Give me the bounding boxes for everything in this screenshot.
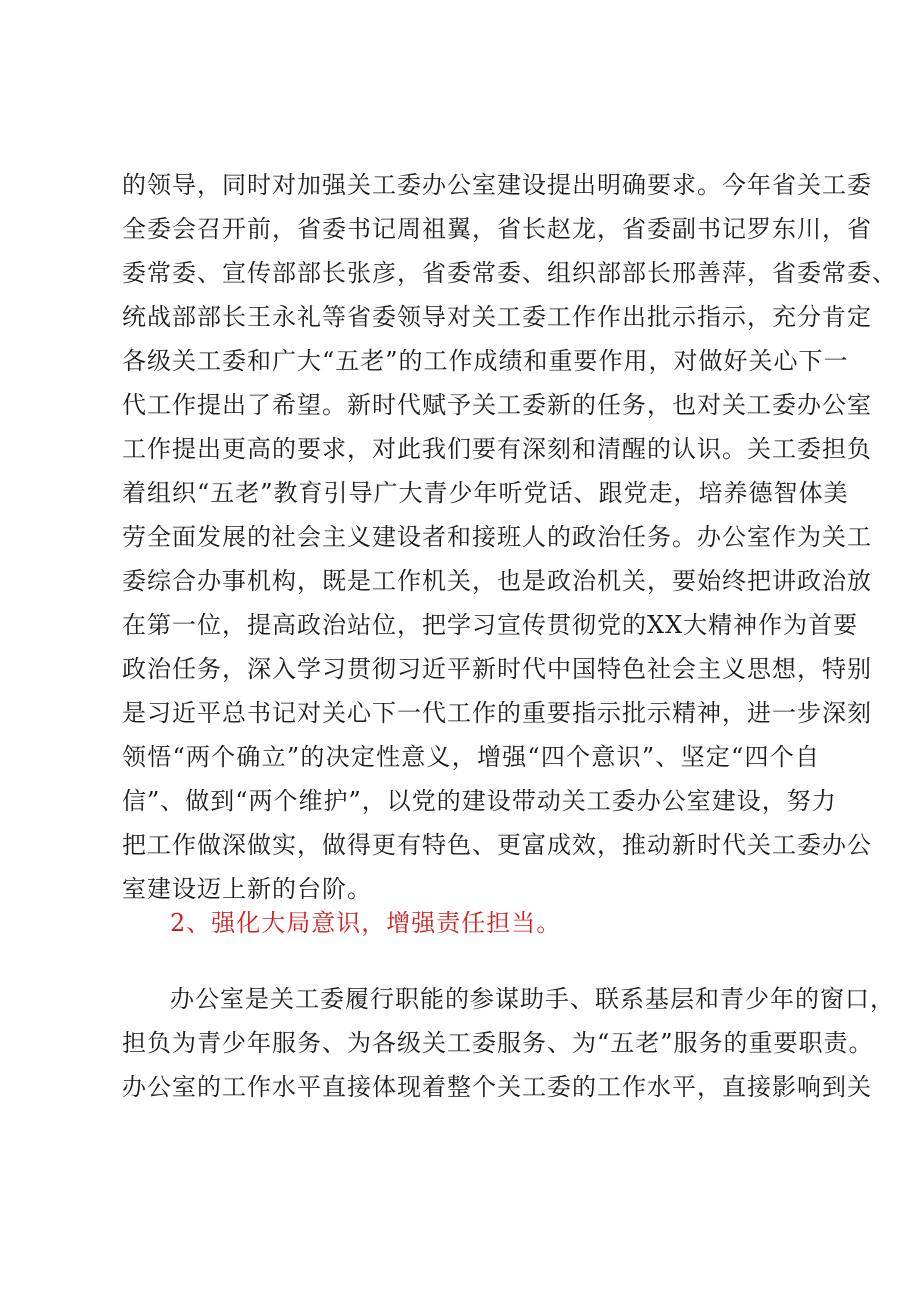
text-line: 领悟“两个确立”的决定性意义，增强“四个意识”、坚定“四个自 [122,743,820,771]
text-line: 全委会召开前，省委书记周祖翼，省长赵龙，省委副书记罗东川，省 [122,215,872,243]
text-line: 统战部部长王永礼等省委领导对关工委工作作出批示指示，充分肯定 [122,303,872,331]
text-line: 工作提出更高的要求，对此我们要有深刻和清醒的认识。关工委担负 [122,435,872,463]
text-line: 政治任务，深入学习贯彻习近平新时代中国特色社会主义思想，特别 [122,655,872,683]
text-line: 委常委、宣传部部长张彦，省委常委、组织部部长邢善萍，省委常委、 [122,259,897,287]
text-line: 的领导，同时对加强关工委办公室建设提出明确要求。今年省关工委 [122,171,872,199]
text-line: 办公室是关工委履行职能的参谋助手、联系基层和青少年的窗口， [170,985,895,1013]
text-line: 信”、做到“两个维护”，以党的建设带动关工委办公室建设，努力 [122,787,837,815]
text-line: 在第一位，提高政治站位，把学习宣传贯彻党的XX大精神作为首要 [122,611,859,639]
text-line: 委综合办事机构，既是工作机关，也是政治机关，要始终把讲政治放 [122,567,872,595]
text-line: 把工作做深做实，做得更有特色、更富成效，推动新时代关工委办公 [122,831,872,859]
text-line: 着组织“五老”教育引导广大青少年听党话、跟党走，培养德智体美 [122,479,849,507]
text-line: 担负为青少年服务、为各级关工委服务、为“五老”服务的重要职责。 [122,1029,874,1057]
text-line: 室建设迈上新的台阶。 [122,875,372,903]
text-line: 是习近平总书记对关心下一代工作的重要指示批示精神，进一步深刻 [122,699,872,727]
heading-text: 2、强化大局意识，增强责任担当。 [170,909,562,937]
text-line: 办公室的工作水平直接体现着整个关工委的工作水平，直接影响到关 [122,1073,872,1101]
text-line: 各级关工委和广大“五老”的工作成绩和重要作用，对做好关心下一 [122,347,849,375]
text-line: 劳全面发展的社会主义建设者和接班人的政治任务。办公室作为关工 [122,523,872,551]
text-line: 代工作提出了希望。新时代赋予关工委新的任务，也对关工委办公室 [122,391,872,419]
